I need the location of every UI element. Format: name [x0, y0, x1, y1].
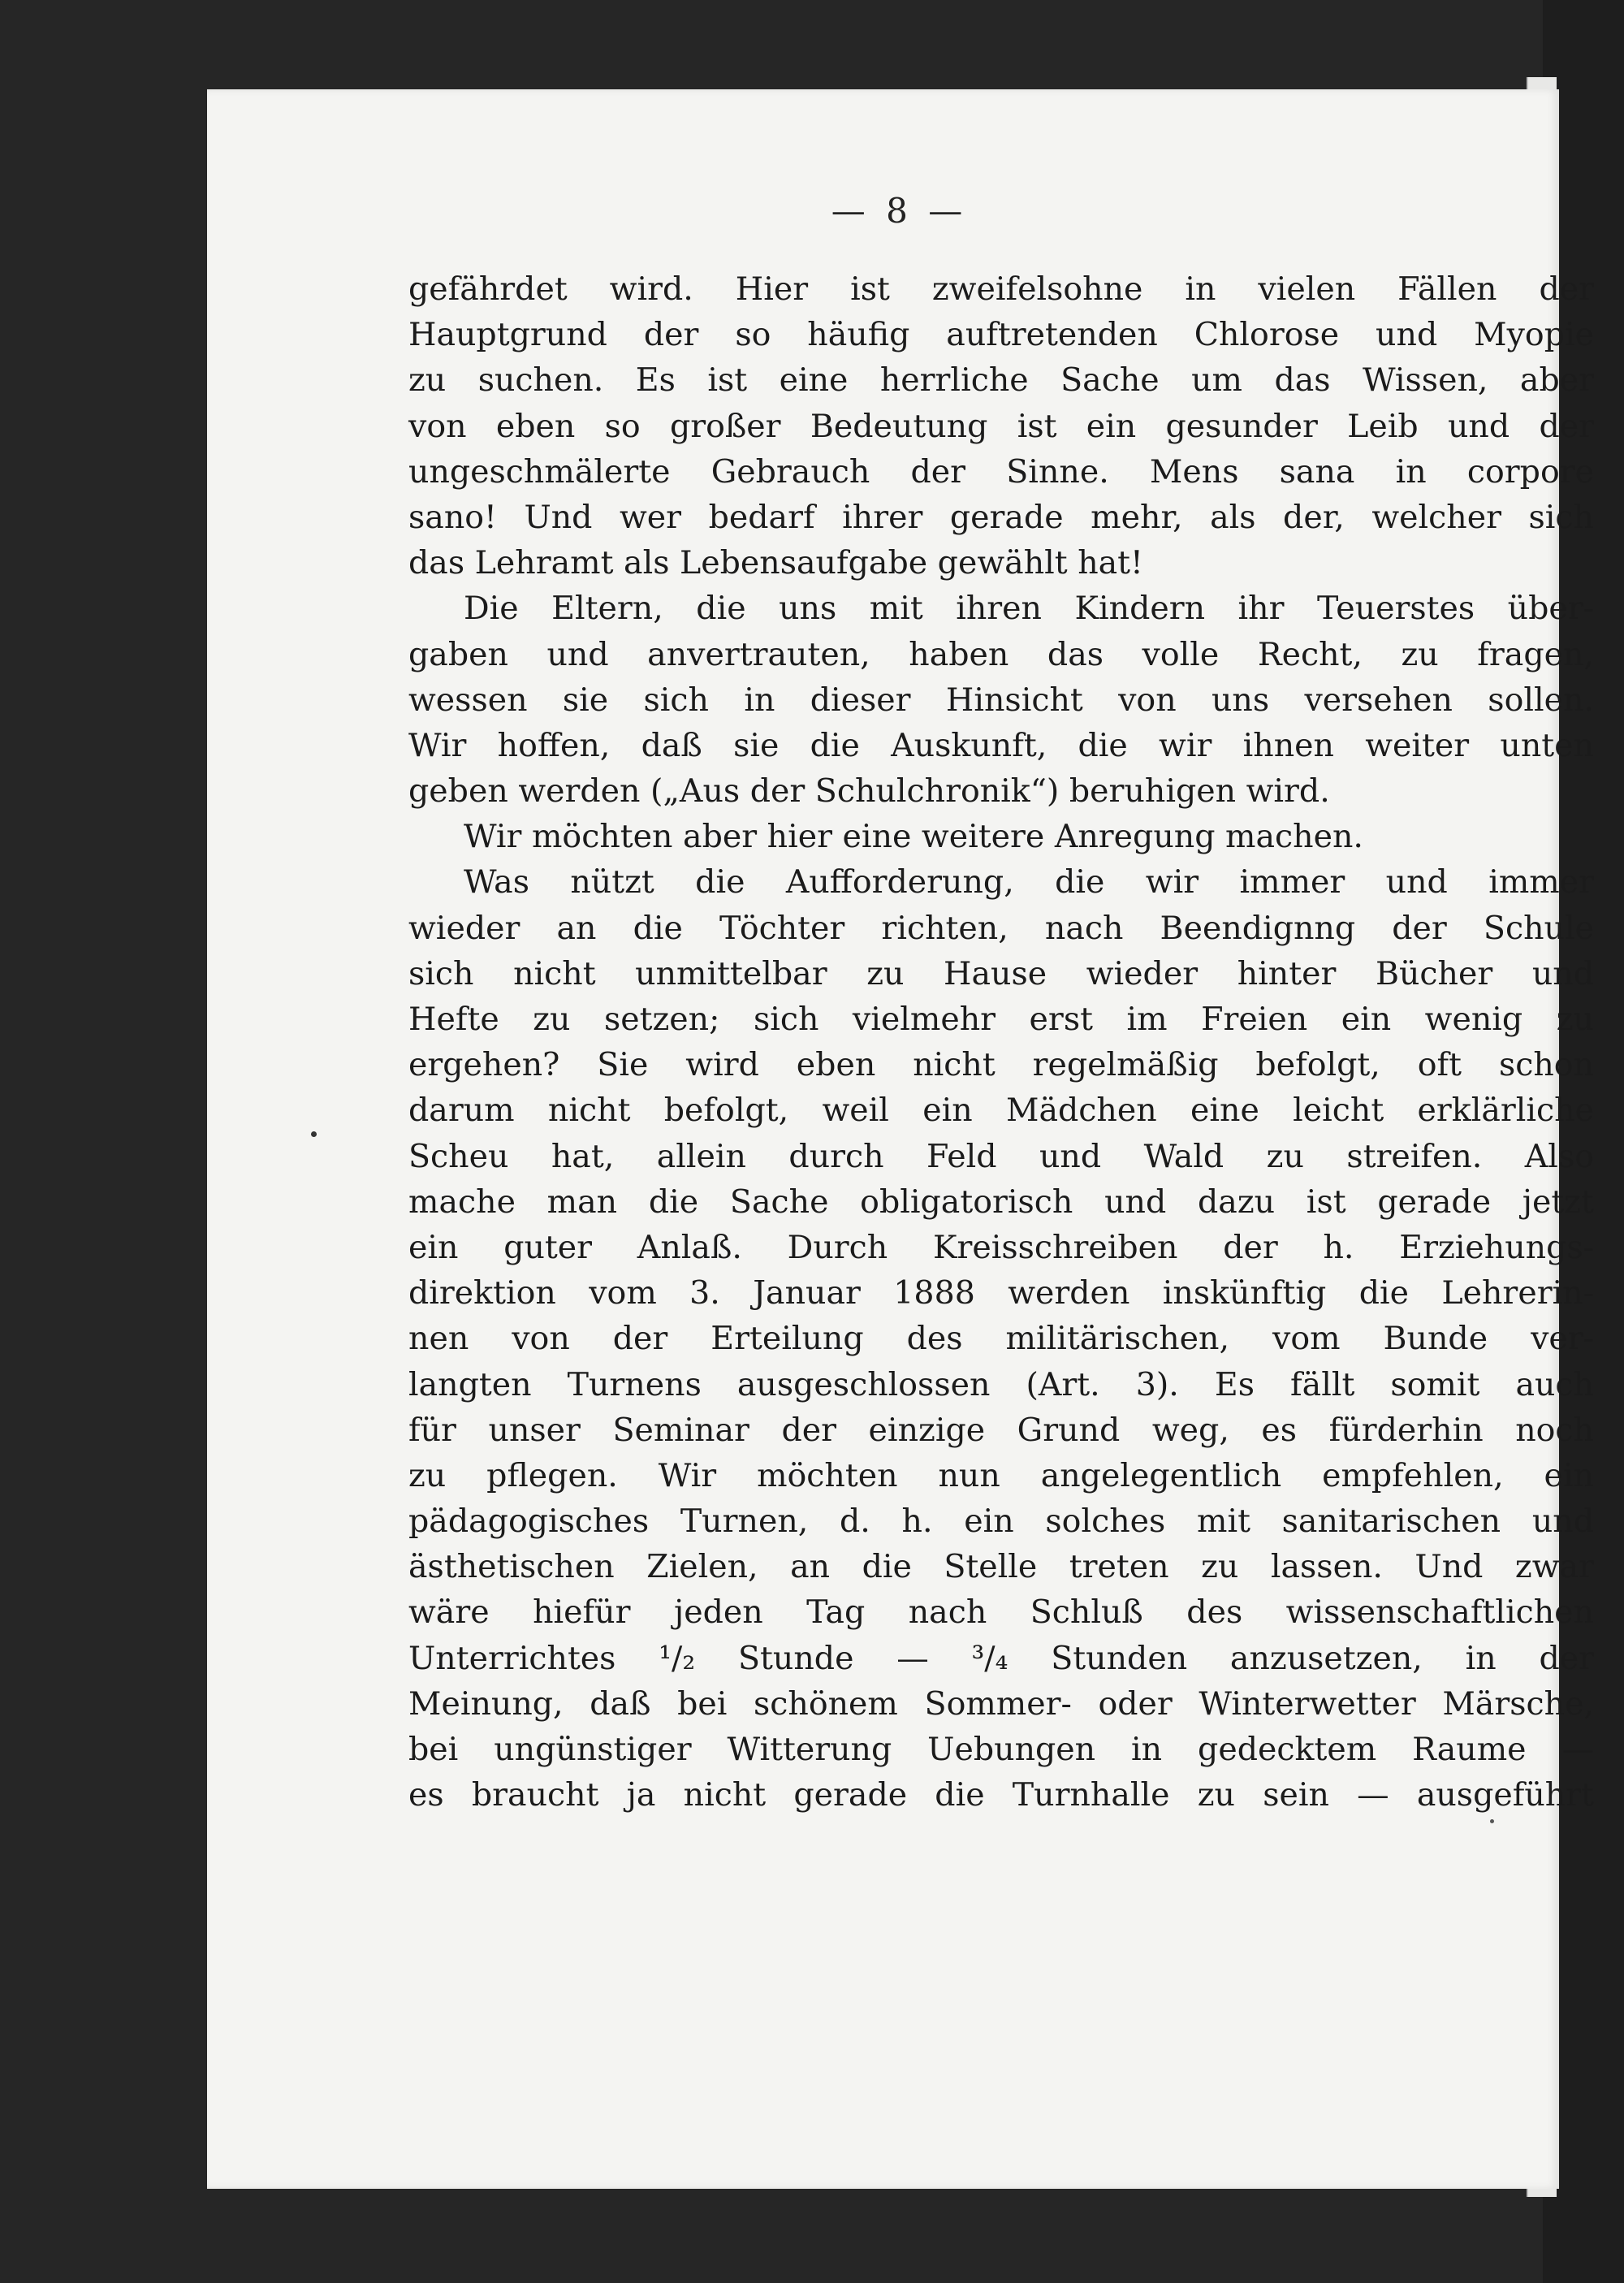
text-line: das Lehramt als Lebensaufgabe gewählt hat! [408, 544, 1143, 582]
text-line: Meinung, daß bei schönem Sommer- oder Winterwetter Märsche, [408, 1684, 1594, 1723]
text-line: wieder an die Töchter richten, nach Beendignng der Schule [408, 909, 1594, 947]
text-line: zu suchen. Es ist eine herrliche Sache um das Wissen, aber [408, 361, 1594, 400]
text-line: Scheu hat, allein durch Feld und Wald zu streifen. Also [408, 1137, 1594, 1175]
text-line: ungeschmälerte Gebrauch der Sinne. Mens sana in corpore [408, 452, 1594, 491]
text-line: für unser Seminar der einzige Grund weg, es fürderhin noch [408, 1411, 1594, 1449]
text-line: Hauptgrund der so häufig auftretenden Chlorose und Myopie [408, 316, 1594, 354]
text-line: Hefte zu setzen; sich vielmehr erst im Freien ein wenig zu [408, 1001, 1594, 1038]
text-line: Die Eltern, die uns mit ihren Kindern ihr Teuerstes über- [464, 590, 1594, 628]
text-line: wäre hiefür jeden Tag nach Schluß des wissenschaftlichen [408, 1593, 1594, 1632]
text-line: nen von der Erteilung des militärischen, vom Bunde ver- [408, 1320, 1594, 1358]
text-line: gefährdet wird. Hier ist zweifelsohne in vielen Fällen der [408, 270, 1594, 308]
text-line: ein guter Anlaß. Durch Kreisschreiben der h. Erziehungs- [408, 1228, 1594, 1266]
text-line: Unterrichtes ¹/₂ Stunde — ³/₄ Stunden anzusetzen, in der [408, 1639, 1594, 1677]
text-line: bei ungünstiger Witterung Uebungen in gedecktem Raume — [408, 1731, 1594, 1768]
text-line: zu pflegen. Wir möchten nun angelegentlich empfehlen, ein [408, 1456, 1594, 1494]
book-page [207, 89, 1594, 2189]
specks-mark [1490, 1819, 1494, 1823]
text-line: von eben so großer Bedeutung ist ein gesunder Leib und der [408, 407, 1594, 445]
text-line: darum nicht befolgt, weil ein Mädchen eine leicht erklärliche [408, 1092, 1594, 1130]
text-line: geben werden („Aus der Schulchronik“) beruhigen wird. [408, 772, 1330, 811]
text-line: wessen sie sich in dieser Hinsicht von uns versehen sollen. [408, 681, 1594, 719]
text-line: pädagogisches Turnen, d. h. ein solches mit sanitarischen und [408, 1503, 1594, 1541]
text-line: mache man die Sache obligatorisch und dazu ist gerade jetzt [408, 1183, 1594, 1221]
text-line: Wir hoffen, daß sie die Auskunft, die wir ihnen weiter unten [408, 726, 1594, 764]
text-line: sich nicht unmittelbar zu Hause wieder hinter Bücher und [408, 954, 1594, 992]
text-line: Wir möchten aber hier eine weitere Anregung machen. [464, 818, 1363, 856]
specks-mark [311, 1131, 317, 1137]
text-line: langten Turnens ausgeschlossen (Art. 3). Es fällt somit auch [408, 1365, 1594, 1403]
text-line: gaben und anvertrauten, haben das volle Recht, zu fragen, [408, 635, 1594, 673]
text-line: Was nützt die Aufforderung, die wir immer und immer [464, 863, 1594, 902]
text-line: es braucht ja nicht gerade die Turnhalle zu sein — ausgeführt [408, 1776, 1594, 1814]
body-text [408, 266, 1594, 1818]
text-line: direktion vom 3. Januar 1888 werden inskünftig die Lehrerin- [408, 1274, 1594, 1312]
page-number: — 8 — [831, 191, 968, 231]
text-line: ästhetischen Zielen, an die Stelle treten zu lassen. Und zwar [408, 1548, 1594, 1586]
text-line: ergehen? Sie wird eben nicht regelmäßig befolgt, oft schon [408, 1046, 1594, 1084]
text-line: sano! Und wer bedarf ihrer gerade mehr, als der, welcher sich [408, 498, 1594, 536]
